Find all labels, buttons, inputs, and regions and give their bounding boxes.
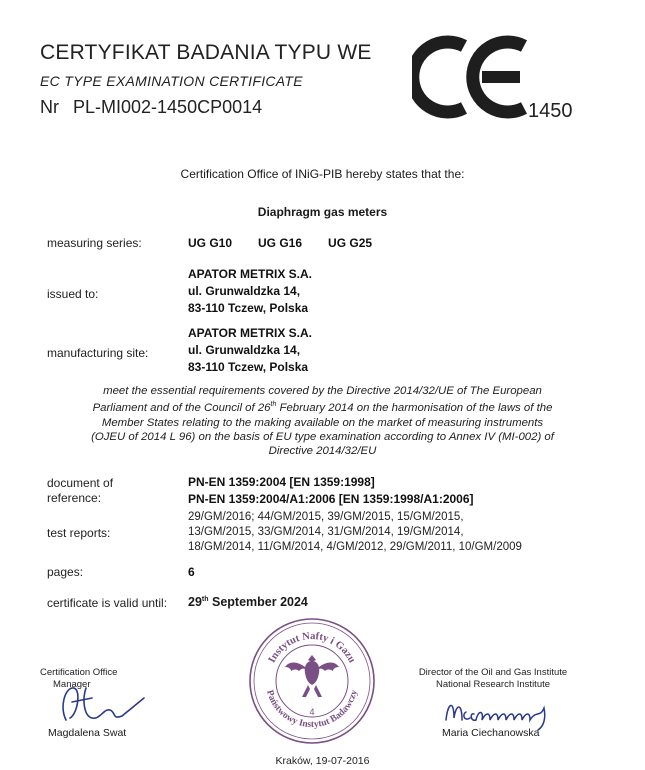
certificate-number-prefix: Nr	[40, 97, 59, 117]
institute-seal-icon	[246, 615, 378, 747]
left-signatory-name: Magdalena Swat	[48, 727, 127, 739]
address-line: APATOR METRIX S.A.	[188, 326, 313, 340]
statement-line: (OJEU of 2014 L 96) on the basis of EU type examination according to Annex IV (MI-002) of	[91, 431, 554, 444]
right-signature-icon	[440, 692, 560, 732]
test-reports-label: test reports:	[47, 526, 111, 540]
label-line: reference:	[47, 491, 102, 505]
series-item: UG G25	[328, 236, 373, 250]
seal-number: 4	[309, 707, 315, 717]
measuring-series-values	[188, 235, 398, 252]
certificate-number-value: PL-MI002-1450CP0014	[73, 97, 263, 117]
test-reports-line: 18/GM/2014, 11/GM/2014, 4/GM/2012, 29/GM/2011, 10/GM/2009	[188, 541, 522, 553]
address-line: 83-110 Tczew, Polska	[188, 301, 309, 315]
left-signature-icon	[52, 680, 152, 728]
title-line: Director of the Oil and Gas Institute	[418, 667, 568, 678]
certificate-title-en: EC TYPE EXAMINATION CERTIFICATE	[40, 73, 303, 89]
document-of-reference-label	[47, 476, 113, 506]
manufacturing-site-address	[188, 325, 312, 376]
statement-text: Parliament and of the Council of 26	[92, 402, 271, 415]
valid-month-year: September 2024	[208, 595, 308, 609]
place-and-date: Kraków, 19-07-2016	[275, 755, 370, 767]
title-line: Manager	[53, 679, 91, 690]
test-reports-line: 29/GM/2016; 44/GM/2015, 39/GM/2015, 15/GM/2015,	[188, 511, 464, 523]
right-signatory-title	[405, 667, 581, 691]
measuring-series-label: measuring series:	[47, 236, 142, 250]
ordinal-suffix: th	[270, 401, 277, 409]
test-reports-values	[188, 510, 522, 555]
pages-value: 6	[188, 565, 195, 579]
issued-to-address	[188, 266, 312, 317]
product-name: Diaphragm gas meters	[257, 205, 388, 219]
standard-reference: PN-EN 1359:2004/A1:2006 [EN 1359:1998/A1:2006]	[188, 492, 474, 506]
notified-body-number: 1450	[528, 100, 573, 122]
issued-to-label: issued to:	[47, 287, 99, 301]
series-item: UG G10	[188, 236, 233, 250]
statement-line	[0, 398, 645, 415]
certificate-number	[40, 97, 262, 118]
statement-line: Member States relating to the making available on the market of measuring instruments	[101, 416, 544, 429]
seal-text-top: Instytut Nafty i Gazu	[266, 630, 358, 665]
document-of-reference-values	[188, 474, 474, 508]
statement-line: Directive 2014/32/EU	[268, 445, 377, 458]
title-line: National Research Institute	[435, 679, 551, 690]
label-line: document of	[47, 476, 114, 490]
valid-day: 29	[188, 595, 202, 609]
statement-text: February 2014 on the harmonisation of the laws of the	[276, 402, 553, 415]
series-item: UG G16	[258, 236, 303, 250]
address-line: APATOR METRIX S.A.	[188, 267, 313, 281]
right-signatory-name: Maria Ciechanowska	[442, 727, 540, 739]
address-line: 83-110 Tczew, Polska	[188, 360, 309, 374]
valid-until-label: certificate is valid until:	[47, 596, 168, 610]
test-reports-line: 13/GM/2015, 33/GM/2014, 31/GM/2014, 19/GM/2014,	[188, 526, 464, 538]
manufacturing-site-label: manufacturing site:	[47, 346, 149, 360]
address-line: ul. Grunwaldzka 14,	[188, 343, 301, 357]
valid-until-value	[188, 595, 308, 609]
standard-reference: PN-EN 1359:2004 [EN 1359:1998]	[188, 475, 375, 489]
statement-line: meet the essential requirements covered by the Directive 2014/32/UE of The European	[103, 385, 542, 397]
eagle-icon	[285, 655, 339, 697]
intro-statement: Certification Office of INiG-PIB hereby states that the:	[180, 167, 465, 181]
title-line: Certification Office	[40, 667, 118, 678]
pages-label: pages:	[47, 565, 84, 579]
compliance-statement	[0, 384, 645, 459]
ce-mark-icon	[412, 32, 532, 122]
seal-text-bottom: Państwowy Instytut Badawczy	[264, 689, 360, 731]
address-line: ul. Grunwaldzka 14,	[188, 284, 301, 298]
ordinal-suffix: th	[201, 595, 209, 603]
certificate-title-pl: CERTYFIKAT BADANIA TYPU WE	[40, 41, 372, 64]
